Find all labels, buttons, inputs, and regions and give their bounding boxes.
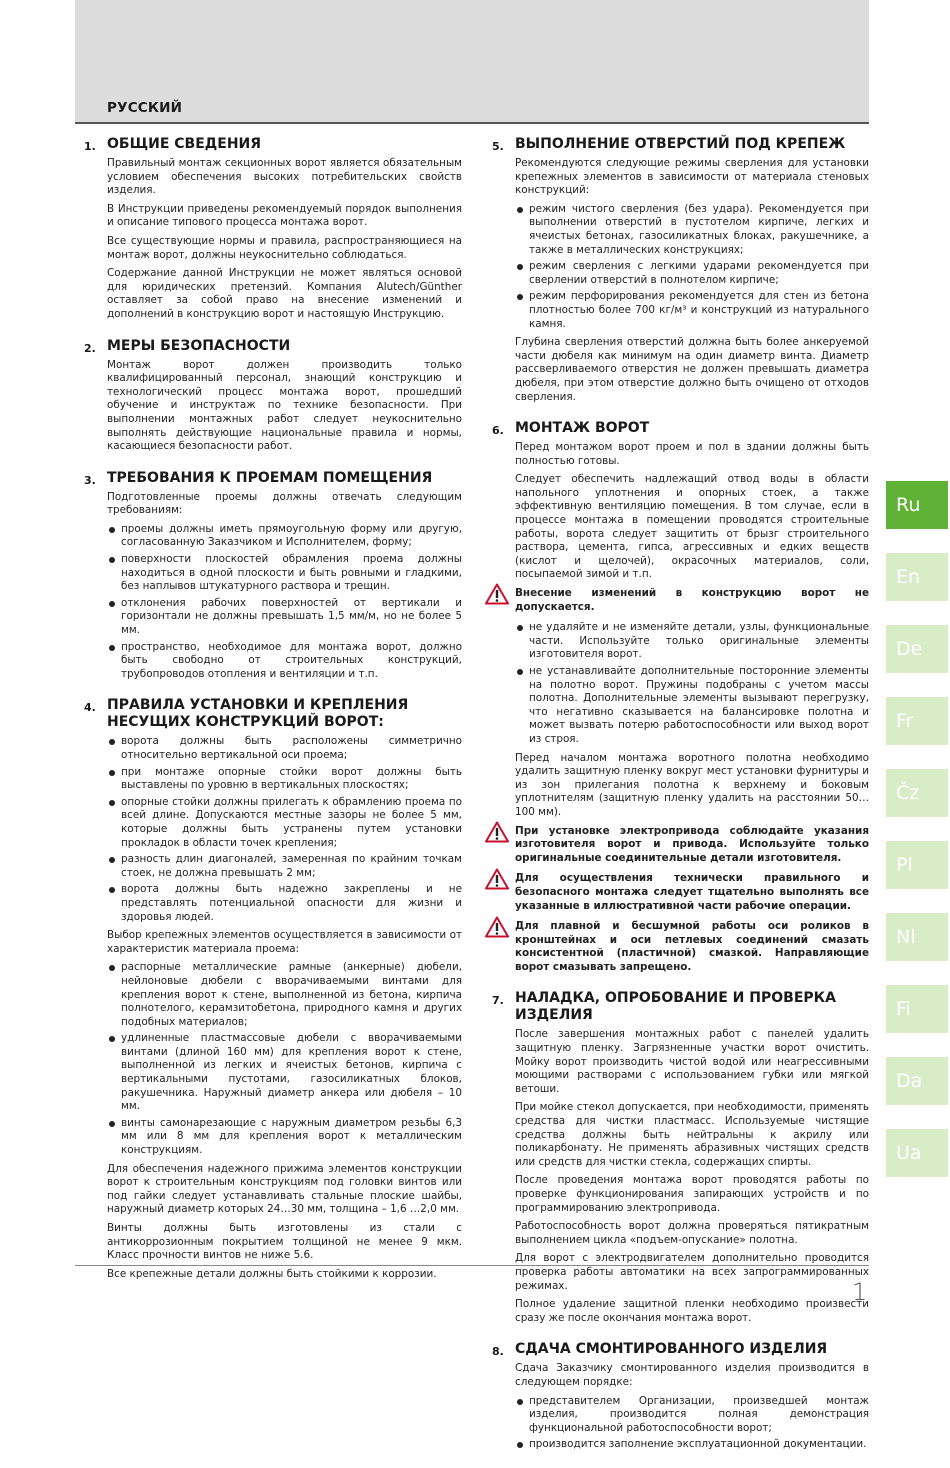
language-tab-ua[interactable]: Ua [886, 1129, 948, 1177]
warning-triangle-icon [485, 583, 509, 605]
language-tab-čz[interactable]: Čz [886, 769, 948, 817]
section-body [515, 1028, 869, 1325]
paragraph: Перед монтажом ворот проем и пол в здании должны быть полностью готовы. [515, 441, 869, 467]
bullet-item: не устанавливайте дополнительные посторонние элементы на полотно ворот. Пружины подобраны с учетом массы полотна. Дополнительные элементы вызывают перегрузку, что негативно сказывается на балансировке полотна и может вызвать потерю работоспособности или выход ворот из строя. [515, 665, 869, 747]
warning-note [515, 587, 869, 614]
bullet-list [107, 961, 462, 1157]
paragraph: Подготовленные проемы должны отвечать следующим требованиям: [107, 490, 462, 517]
paragraph: Монтаж ворот должен производить только квалифицированный персонал, знающий конструкцию и технологический процесс монтажа ворот, прошедший обучение и инструктаж по технике безопасности. При выполнении монтажных работ следует неукоснительно выполнять действующие национальные правила и нормы, касающиеся безопасности работ. [107, 358, 462, 453]
language-tabs [886, 481, 948, 1201]
paragraph: Для обеспечения надежного прижима элементов конструкции ворот к строительным конструкциям под головки винтов или под гайки следует устанавливать стальные плоские шайбы, наружный диаметр которых 24…30 мм, толщина – 1,6 …2,0 мм. [107, 1162, 462, 1216]
warning-text: Для осуществления технически правильного и безопасного монтажа следует тщательно выполнять все указанные в иллюстративной части рабочие операции. [515, 872, 869, 912]
section-heading [84, 470, 462, 487]
paragraph: Для ворот с электродвигателем дополнительно проводится проверка работы автоматики на всех запрограммированных режимах. [515, 1252, 869, 1292]
section-4 [84, 697, 462, 1281]
page-number: 1 [852, 1278, 868, 1306]
bullet-item: разность длин диагоналей, замеренная по крайним точкам стоек, не должна превышать 2 мм; [107, 853, 462, 880]
paragraph: В Инструкции приведены рекомендуемый порядок выполнения и описание типового процесса монтажа ворот. [107, 202, 462, 229]
bullet-item: ворота должны быть расположены симметрично относительно вертикальной оси проема; [107, 735, 462, 762]
section-body [107, 735, 462, 1281]
paragraph: Глубина сверления отверстий должна быть более анкеруемой части дюбеля как минимум на один диаметр винта. Диаметр рассверливаемого отверстия не должен превышать диаметра дюбеля, при этом отверстие должно быть очищено от отходов сверления. [515, 336, 869, 403]
bullet-item: режим перфорирования рекомендуется для стен из бетона плотностью более 700 кг/м³ и конструкций из натурального камня. [515, 290, 869, 331]
bullet-item: производится заполнение эксплуатационной документации. [515, 1438, 869, 1452]
right-column [492, 136, 869, 1468]
paragraph: Работоспособность ворот должна проверяться пятикратным выполнением цикла «подъем-опускание» полотна. [515, 1220, 869, 1246]
header-band [75, 0, 869, 122]
bullet-item: ворота должны быть надежно закреплены и не представлять потенциальной опасности для жизни и здоровья людей. [107, 883, 462, 924]
language-tab-da[interactable]: Da [886, 1057, 948, 1105]
warning-text: Для плавной и бесшумной работы оси роликов в кронштейнах и оси петлевых соединений смазать консистентной (пластичной) смазкой. Направляющие ворот смазывать запрещено. [515, 920, 869, 973]
bullet-item: поверхности плоскостей обрамления проема должны находиться в одной плоскости и быть ровными и гладкими, без наплывов штукатурного раствора и трещин. [107, 553, 462, 594]
paragraph: Полное удаление защитной пленки необходимо произвести сразу же после окончания монтажа ворот. [515, 1298, 869, 1324]
warning-triangle-icon [485, 821, 509, 843]
bullet-item: представителем Организации, произведшей монтаж изделия, производится полная демонстрация функциональной работоспособности ворот; [515, 1395, 869, 1436]
bullet-item: при монтаже опорные стойки ворот должны быть выставлены по уровню в вертикальных плоскостях; [107, 766, 462, 793]
paragraph: Все существующие нормы и правила, распространяющиеся на монтаж ворот, должны неукоснительно соблюдаться. [107, 234, 462, 261]
language-tab-fr[interactable]: Fr [886, 697, 948, 745]
section-5 [492, 136, 869, 404]
left-column [84, 136, 462, 1297]
language-tab-ru[interactable]: Ru [886, 481, 948, 529]
section-title: МЕРЫ БЕЗОПАСНОСТИ [107, 337, 291, 354]
paragraph: После проведения монтажа ворот проводятся работы по проверке функционирования запирающих устройств и по программированию электропривода. [515, 1174, 869, 1214]
warning-triangle-icon [485, 916, 509, 938]
section-body [515, 157, 869, 404]
language-tab-de[interactable]: De [886, 625, 948, 673]
section-heading [492, 136, 869, 153]
bullet-item: отклонения рабочих поверхностей от вертикали и горизонтали не должны превышать 1,5 мм/м, но не более 5 мм. [107, 597, 462, 638]
paragraph: Следует обеспечить надлежащий отвод воды в области напольного уплотнения и опорных стоек, а также эффективную вентиляцию помещения. В том случае, если в процессе монтажа в помещении проводятся строительные работы, ворота следует защитить от брызг строительного раствора, цемента, гипса, агрессивных и едких веществ (кислот и щелочей), окрасочных материалов, соли, посыпаемой зимой и т.п. [515, 473, 869, 581]
section-number: 3. [84, 473, 96, 487]
paragraph: При мойке стекол допускается, при необходимости, применять средства для чистки пластмасс. Используемые чистящие средства должны быть нейтральны к акрилу или поликарбонату. Не применять абразивных чистящих средств или средств для чистки стекла, содержащих спирты. [515, 1101, 869, 1168]
warning-text: Внесение изменений в конструкцию ворот не допускается. [515, 587, 869, 613]
language-tab-nl[interactable]: Nl [886, 913, 948, 961]
warning-note [515, 872, 869, 913]
paragraph: Сдача Заказчику смонтированного изделия производится в следующем порядке: [515, 1362, 869, 1388]
bullet-item: удлиненные пластмассовые дюбели с вворачиваемыми винтами (длиной 160 мм) для крепления ворот к стене, выполненной из легких и ячеистых бетонов, кирпича с вертикальными пустотами, газосиликатных блоков, ракушечника. Наружный диаметр анкера или дюбеля – 10 мм. [107, 1032, 462, 1114]
section-1 [84, 136, 462, 322]
section-title: ВЫПОЛНЕНИЕ ОТВЕРСТИЙ ПОД КРЕПЕЖ [515, 136, 846, 152]
section-body [515, 441, 869, 974]
section-body [515, 1362, 869, 1452]
language-tab-fi[interactable]: Fi [886, 985, 948, 1033]
section-number: 8. [492, 1345, 504, 1359]
paragraph: Рекомендуются следующие режимы сверления для установки крепежных элементов в зависимости от материала стеновых конструкций: [515, 157, 869, 197]
warning-text: При установке электропривода соблюдайте указания изготовителя ворот и привода. Используйте только оригинальные соединительные детали изготовителя. [515, 824, 869, 864]
bullet-item: режим чистого сверления (без удара). Рекомендуется при выполнении отверстий в пустотелом кирпиче, легких и ячеистых бетонах, газосиликатных блоках, ракушечнике, а также в металлических конструкциях; [515, 203, 869, 257]
header-rule [75, 122, 869, 124]
section-heading [84, 338, 462, 355]
bullet-list [515, 203, 869, 331]
section-title: ТРЕБОВАНИЯ К ПРОЕМАМ ПОМЕЩЕНИЯ [107, 469, 433, 486]
section-number: 7. [492, 994, 504, 1008]
paragraph: Правильный монтаж секционных ворот является обязательным условием обеспечения высоких потребительских свойств изделия. [107, 157, 462, 197]
warning-triangle-icon [485, 868, 509, 890]
bullet-list [515, 621, 869, 746]
footer-rule [75, 1265, 869, 1266]
bullet-item: пространство, необходимое для монтажа ворот, должно быть свободно от строительных конструкций, трубопроводов отопления и вентиляции и т.п. [107, 641, 462, 682]
language-title: РУССКИЙ [107, 100, 183, 116]
paragraph: Выбор крепежных элементов осуществляется в зависимости от характеристик материала проема: [107, 929, 462, 955]
paragraph: Содержание данной Инструкции не может являться основой для юридических претензий. Компания Alutech/Günther оставляет за собой право на внесение изменений и дополнений в конструкцию ворот и настоящую Инструкцию. [107, 267, 462, 320]
bullet-item: опорные стойки должны прилегать к обрамлению проема по всей длине. Допускаются местные зазоры не более 5 мм, которые должны быть устранены путем установки прокладок в области точек крепления; [107, 796, 462, 850]
section-8 [492, 1341, 869, 1452]
section-title: НАЛАДКА, ОПРОБОВАНИЕ И ПРОВЕРКА ИЗДЕЛИЯ [515, 990, 836, 1024]
section-6 [492, 420, 869, 974]
section-number: 4. [84, 701, 96, 715]
section-heading [84, 697, 462, 731]
section-title: ПРАВИЛА УСТАНОВКИ И КРЕПЛЕНИЯ НЕСУЩИХ КОНСТРУКЦИЙ ВОРОТ: [107, 697, 409, 731]
section-title: МОНТАЖ ВОРОТ [515, 420, 650, 437]
section-title: ОБЩИЕ СВЕДЕНИЯ [107, 136, 262, 152]
paragraph: После завершения монтажных работ с панелей удалить защитную пленку. Загрязненные участки ворот очистить. Мойку ворот производить чистой водой или неагрессивными моющими растворами с использованием губки или мягкой ветоши. [515, 1028, 869, 1095]
paragraph: Все крепежные детали должны быть стойкими к коррозии. [107, 1267, 437, 1280]
bullet-item: винты самонарезающие с наружным диаметром резьбы 6,3 мм или 8 мм для крепления ворот к металлическим конструкциям. [107, 1117, 462, 1158]
bullet-item: проемы должны иметь прямоугольную форму или другую, согласованную Заказчиком и Исполнителем, форму; [107, 523, 462, 550]
language-tab-pl[interactable]: Pl [886, 841, 948, 889]
section-body [107, 359, 462, 454]
section-number: 1. [84, 140, 96, 153]
paragraph: Винты должны быть изготовлены из стали с антикоррозионным покрытием толщиной не менее 9 мкм. Класс прочности винтов не ниже 5.6. [107, 1222, 462, 1262]
bullet-list [515, 1395, 869, 1452]
section-heading [492, 420, 869, 437]
section-title: СДАЧА СМОНТИРОВАННОГО ИЗДЕЛИЯ [515, 1341, 828, 1358]
bullet-item: режим сверления с легкими ударами рекомендуется при сверлении отверстий в полнотелом кирпиче; [515, 260, 869, 287]
bullet-item: распорные металлические рамные (анкерные) дюбели, нейлоновые дюбели с вворачиваемыми винтами для крепления ворот к стене, выполненной из бетона, кирпича полнотелого, керамзитобетона, природного камня и других подобных материалов; [107, 961, 462, 1029]
warning-note [515, 825, 869, 866]
warning-note [515, 920, 869, 974]
section-body [107, 491, 462, 682]
section-number: 2. [84, 341, 96, 355]
section-7 [492, 990, 869, 1325]
section-body [107, 157, 462, 322]
section-heading [84, 136, 462, 153]
section-2 [84, 338, 462, 454]
paragraph: Перед началом монтажа воротного полотна необходимо удалить защитную пленку вокруг мест установки фурнитуры и из зон прилегания полотна к верхнему и боковым уплотнителям (защитную пленку удалить на расстоянии 50…100 мм). [515, 751, 869, 818]
section-heading [492, 990, 869, 1024]
section-number: 6. [492, 424, 504, 438]
bullet-list [107, 735, 462, 924]
section-number: 5. [492, 140, 504, 153]
language-tab-en[interactable]: En [886, 553, 948, 601]
bullet-list [107, 523, 462, 682]
section-3 [84, 470, 462, 682]
bullet-item: не удаляйте и не изменяйте детали, узлы, функциональные части. Используйте только оригинальные элементы изготовителя ворот. [515, 621, 869, 662]
